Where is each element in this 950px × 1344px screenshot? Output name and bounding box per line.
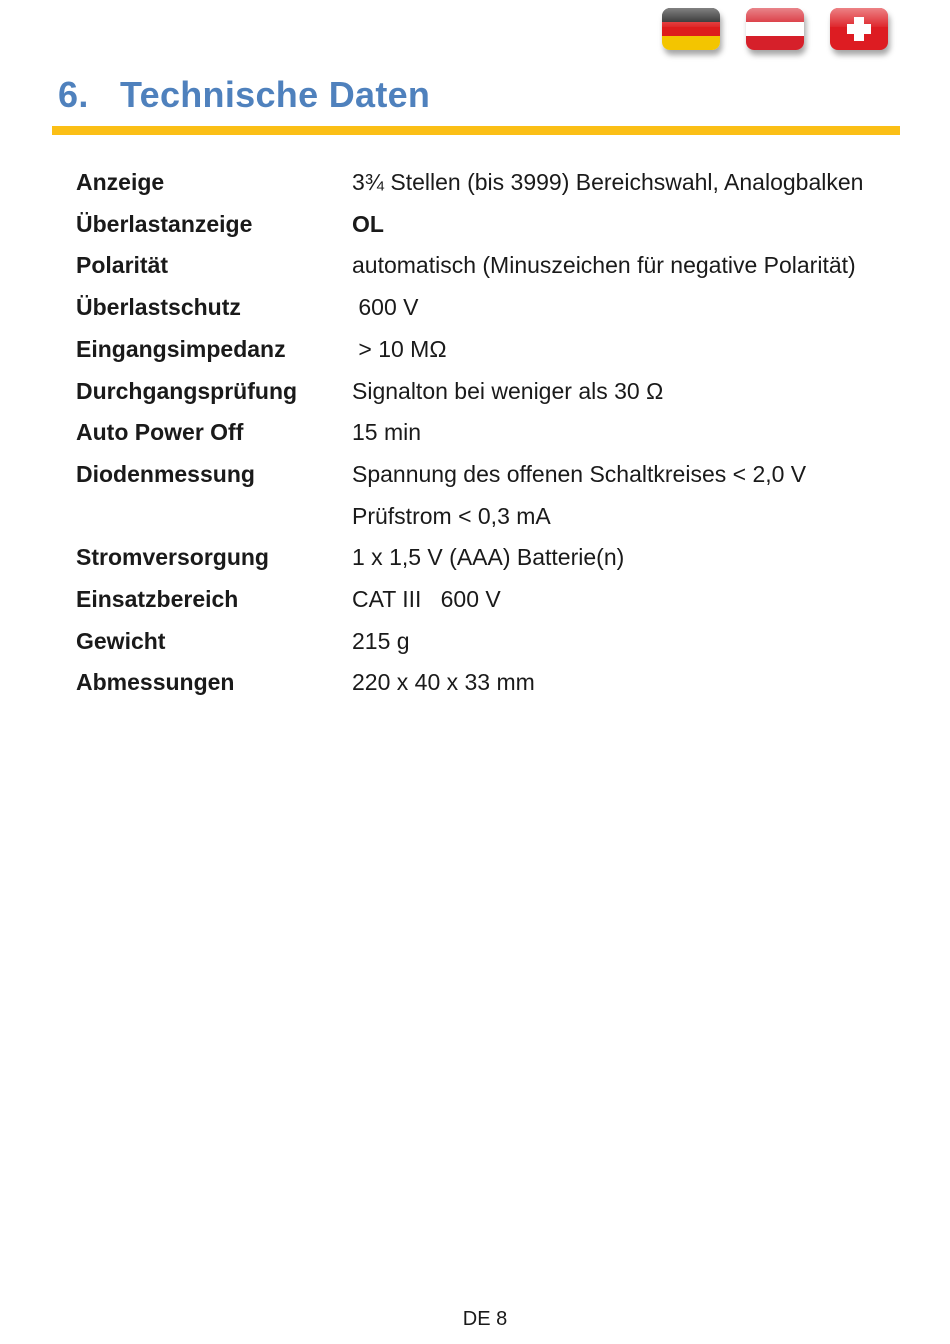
- spec-value: 600 V: [352, 294, 419, 321]
- section-title: Technische Daten: [120, 74, 431, 115]
- spec-row-ueberlastanzeige: [76, 204, 916, 246]
- switzerland-flag-icon[interactable]: [830, 8, 888, 50]
- spec-value: Signalton bei weniger als 30 Ω: [352, 377, 664, 404]
- austria-flag-icon[interactable]: [746, 8, 804, 50]
- spec-row-ueberlastschutz: [76, 287, 916, 329]
- spec-table: [76, 162, 916, 704]
- spec-label: Überlastanzeige: [76, 210, 253, 237]
- spec-value: 3¾ Stellen (bis 3999) Bereichswahl, Analogbalken: [352, 169, 864, 195]
- spec-label: Anzeige: [76, 169, 165, 195]
- spec-row-pruefstrom: [76, 496, 916, 538]
- spec-value: automatisch (Minuszeichen für negative Polarität): [352, 252, 856, 279]
- spec-row-anzeige: [76, 162, 916, 204]
- spec-row-polaritaet: [76, 245, 916, 287]
- section-heading: [58, 74, 430, 116]
- spec-label: Diodenmessung: [76, 460, 255, 487]
- spec-value: 215 g: [352, 627, 410, 654]
- spec-value: > 10 MΩ: [352, 335, 447, 362]
- spec-row-abmessungen: [76, 662, 916, 704]
- germany-flag-icon[interactable]: [662, 8, 720, 50]
- heading-underline: [52, 126, 900, 135]
- spec-row-auto-power-off: [76, 412, 916, 454]
- spec-value: 1 x 1,5 V (AAA) Batterie(n): [352, 544, 625, 571]
- language-flags: [662, 8, 888, 50]
- spec-row-diodenmessung: [76, 454, 916, 496]
- spec-row-einsatzbereich: [76, 579, 916, 621]
- spec-label: Auto Power Off: [76, 419, 244, 446]
- spec-label: Eingangsimpedanz: [76, 335, 286, 362]
- spec-label: Überlastschutz: [76, 294, 241, 321]
- spec-value: 15 min: [352, 419, 422, 446]
- spec-label: Abmessungen: [76, 669, 235, 696]
- spec-row-gewicht: [76, 621, 916, 663]
- spec-value: Prüfstrom < 0,3 mA: [352, 502, 551, 529]
- spec-value: Spannung des offenen Schaltkreises < 2,0 V: [352, 460, 807, 487]
- spec-label: Einsatzbereich: [76, 586, 239, 613]
- spec-label: Stromversorgung: [76, 544, 269, 571]
- spec-value: 220 x 40 x 33 mm: [352, 669, 535, 696]
- spec-value: OL: [352, 210, 384, 237]
- spec-row-durchgangspruefung: [76, 371, 916, 413]
- spec-label: Gewicht: [76, 627, 166, 654]
- spec-value: CAT III 600 V: [352, 586, 501, 613]
- spec-row-stromversorgung: [76, 537, 916, 579]
- spec-label: [76, 496, 352, 538]
- spec-row-eingangsimpedanz: [76, 329, 916, 371]
- spec-label: Polarität: [76, 252, 169, 279]
- page-number: DE 8: [462, 1308, 508, 1330]
- section-number: 6.: [58, 74, 89, 115]
- spec-label: Durchgangsprüfung: [76, 377, 298, 404]
